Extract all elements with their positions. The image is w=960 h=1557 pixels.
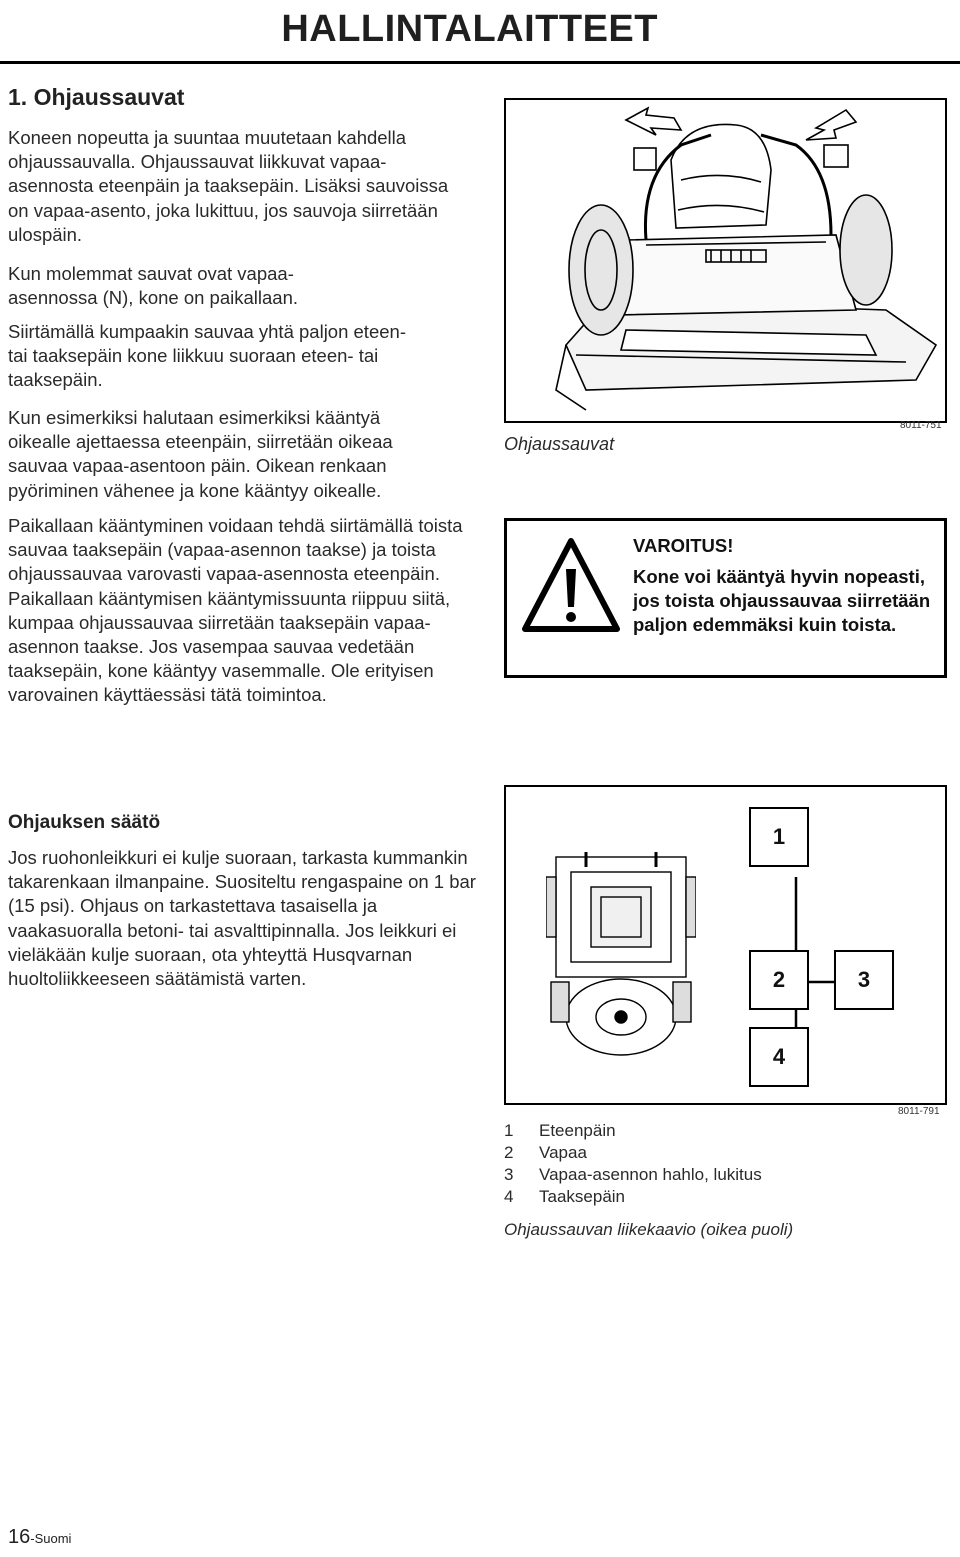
page-number [8,1526,71,1549]
paragraph-text: Siirtämällä kumpaakin sauvaa yhtä paljon eteen- tai taaksepäin kone liikkuu suoraan eteen- tai taaksepäin. [8,321,406,391]
page-title: HALLINTALAITTEET [281,8,658,50]
figure-caption: Ohjaussauvan liikekaavio (oikea puoli) [504,1220,794,1239]
legend-label: Vapaa [539,1143,587,1162]
mower-illustration [506,100,945,421]
position-box-2: 2 [749,950,809,1010]
page-number-value: 16 [8,1526,31,1548]
legend-number: 1 [504,1121,514,1140]
warning-triangle-icon [521,535,621,635]
position-box-1: 1 [749,807,809,867]
mower-topview-illustration [546,847,696,1067]
legend-number: 3 [504,1165,514,1184]
legend-number: 2 [504,1143,514,1162]
paragraph-text: Koneen nopeutta ja suuntaa muutetaan kahdella ohjaussauvalla. Ohjaussauvat liikkuvat vapaa-asennosta eteenpäin ja taaksepäin. Lisäksi sauvoissa on vapaa-asento, joka lukittuu, jos sauvoja siirretään ulospäin. [8,127,449,245]
warning-text: Kone voi kääntyä hyvin nopeasti, jos toista ohjaussauvaa siirretään paljon edemmäksi kuin toista. [633,566,931,636]
mower-illustration-frame [504,98,947,423]
section-heading: 1. Ohjaussauvat [8,84,185,110]
legend-label: Taaksepäin [539,1187,626,1206]
legend-number: 4 [504,1187,514,1206]
paragraph-text: Paikallaan kääntyminen voidaan tehdä siirtämällä toista sauvaa taaksepäin (vapaa-asennon taakse) ja toista ohjaussauvaa varovasti vapaa-asennosta eteenpäin. Paikallaan kääntymisen kääntymissuunta riippuu siitä, kumpaa ohjaussauvaa siirretään taaksepäin vapaa-asennon taakse. Jos vasempaa sauvaa vedetään taaksepäin, kone kääntyy vasemmalle. Ole erityisen varovainen käyttäessäsi tätä toimintoa. [8,515,463,706]
legend-item [504,1142,762,1164]
adjustment-text: Jos ruohonleikkuri ei kulje suoraan, tarkasta kummankin takarenkaan ilmanpaine. Suositeltu rengaspaine on 1 bar (15 psi). Ohjaus on tarkastettava tasaisella ja vaakasuoralla betoni- tai asvalttipinnalla. Jos leikkuri ei vieläkään kulje suoraan, ota yhteyttä Husqvarnan huoltoliikkeeseen säätämistä varten. [8,847,476,990]
legend-item [504,1164,762,1186]
title-divider [0,61,960,64]
page-language: -Suomi [30,1531,72,1546]
legend-label: Vapaa-asennon hahlo, lukitus [539,1165,762,1184]
paragraph-text: Kun molemmat sauvat ovat vapaa-asennossa (N), kone on paikallaan. [8,263,299,309]
adjustment-heading: Ohjauksen säätö [8,812,161,833]
figure-code: 8011-751 [900,420,942,431]
paragraph-turning [8,406,448,503]
position-box-3: 3 [834,950,894,1010]
paragraph-intro [8,126,453,247]
warning-box [504,518,947,678]
paragraph-straight [8,320,408,393]
figure-caption: Ohjaussauvat [504,434,615,454]
warning-title: VAROITUS! [633,535,734,556]
legend-label: Eteenpäin [539,1121,616,1140]
legend-list [504,1120,762,1208]
paragraph-spot-turn [8,514,488,708]
paragraph-text: Kun esimerkiksi halutaan esimerkiksi kääntyä oikealle ajettaessa eteenpäin, siirretään oikeaa sauvaa vapaa-asentoon päin. Oikean renkaan pyöriminen vähenee ja kone kääntyy oikealle. [8,407,393,501]
position-box-4: 4 [749,1027,809,1087]
legend-item [504,1186,762,1208]
lever-diagram-frame [504,785,947,1105]
legend-item [504,1120,762,1142]
figure-code: 8011-791 [898,1106,940,1117]
paragraph-neutral [8,262,338,310]
